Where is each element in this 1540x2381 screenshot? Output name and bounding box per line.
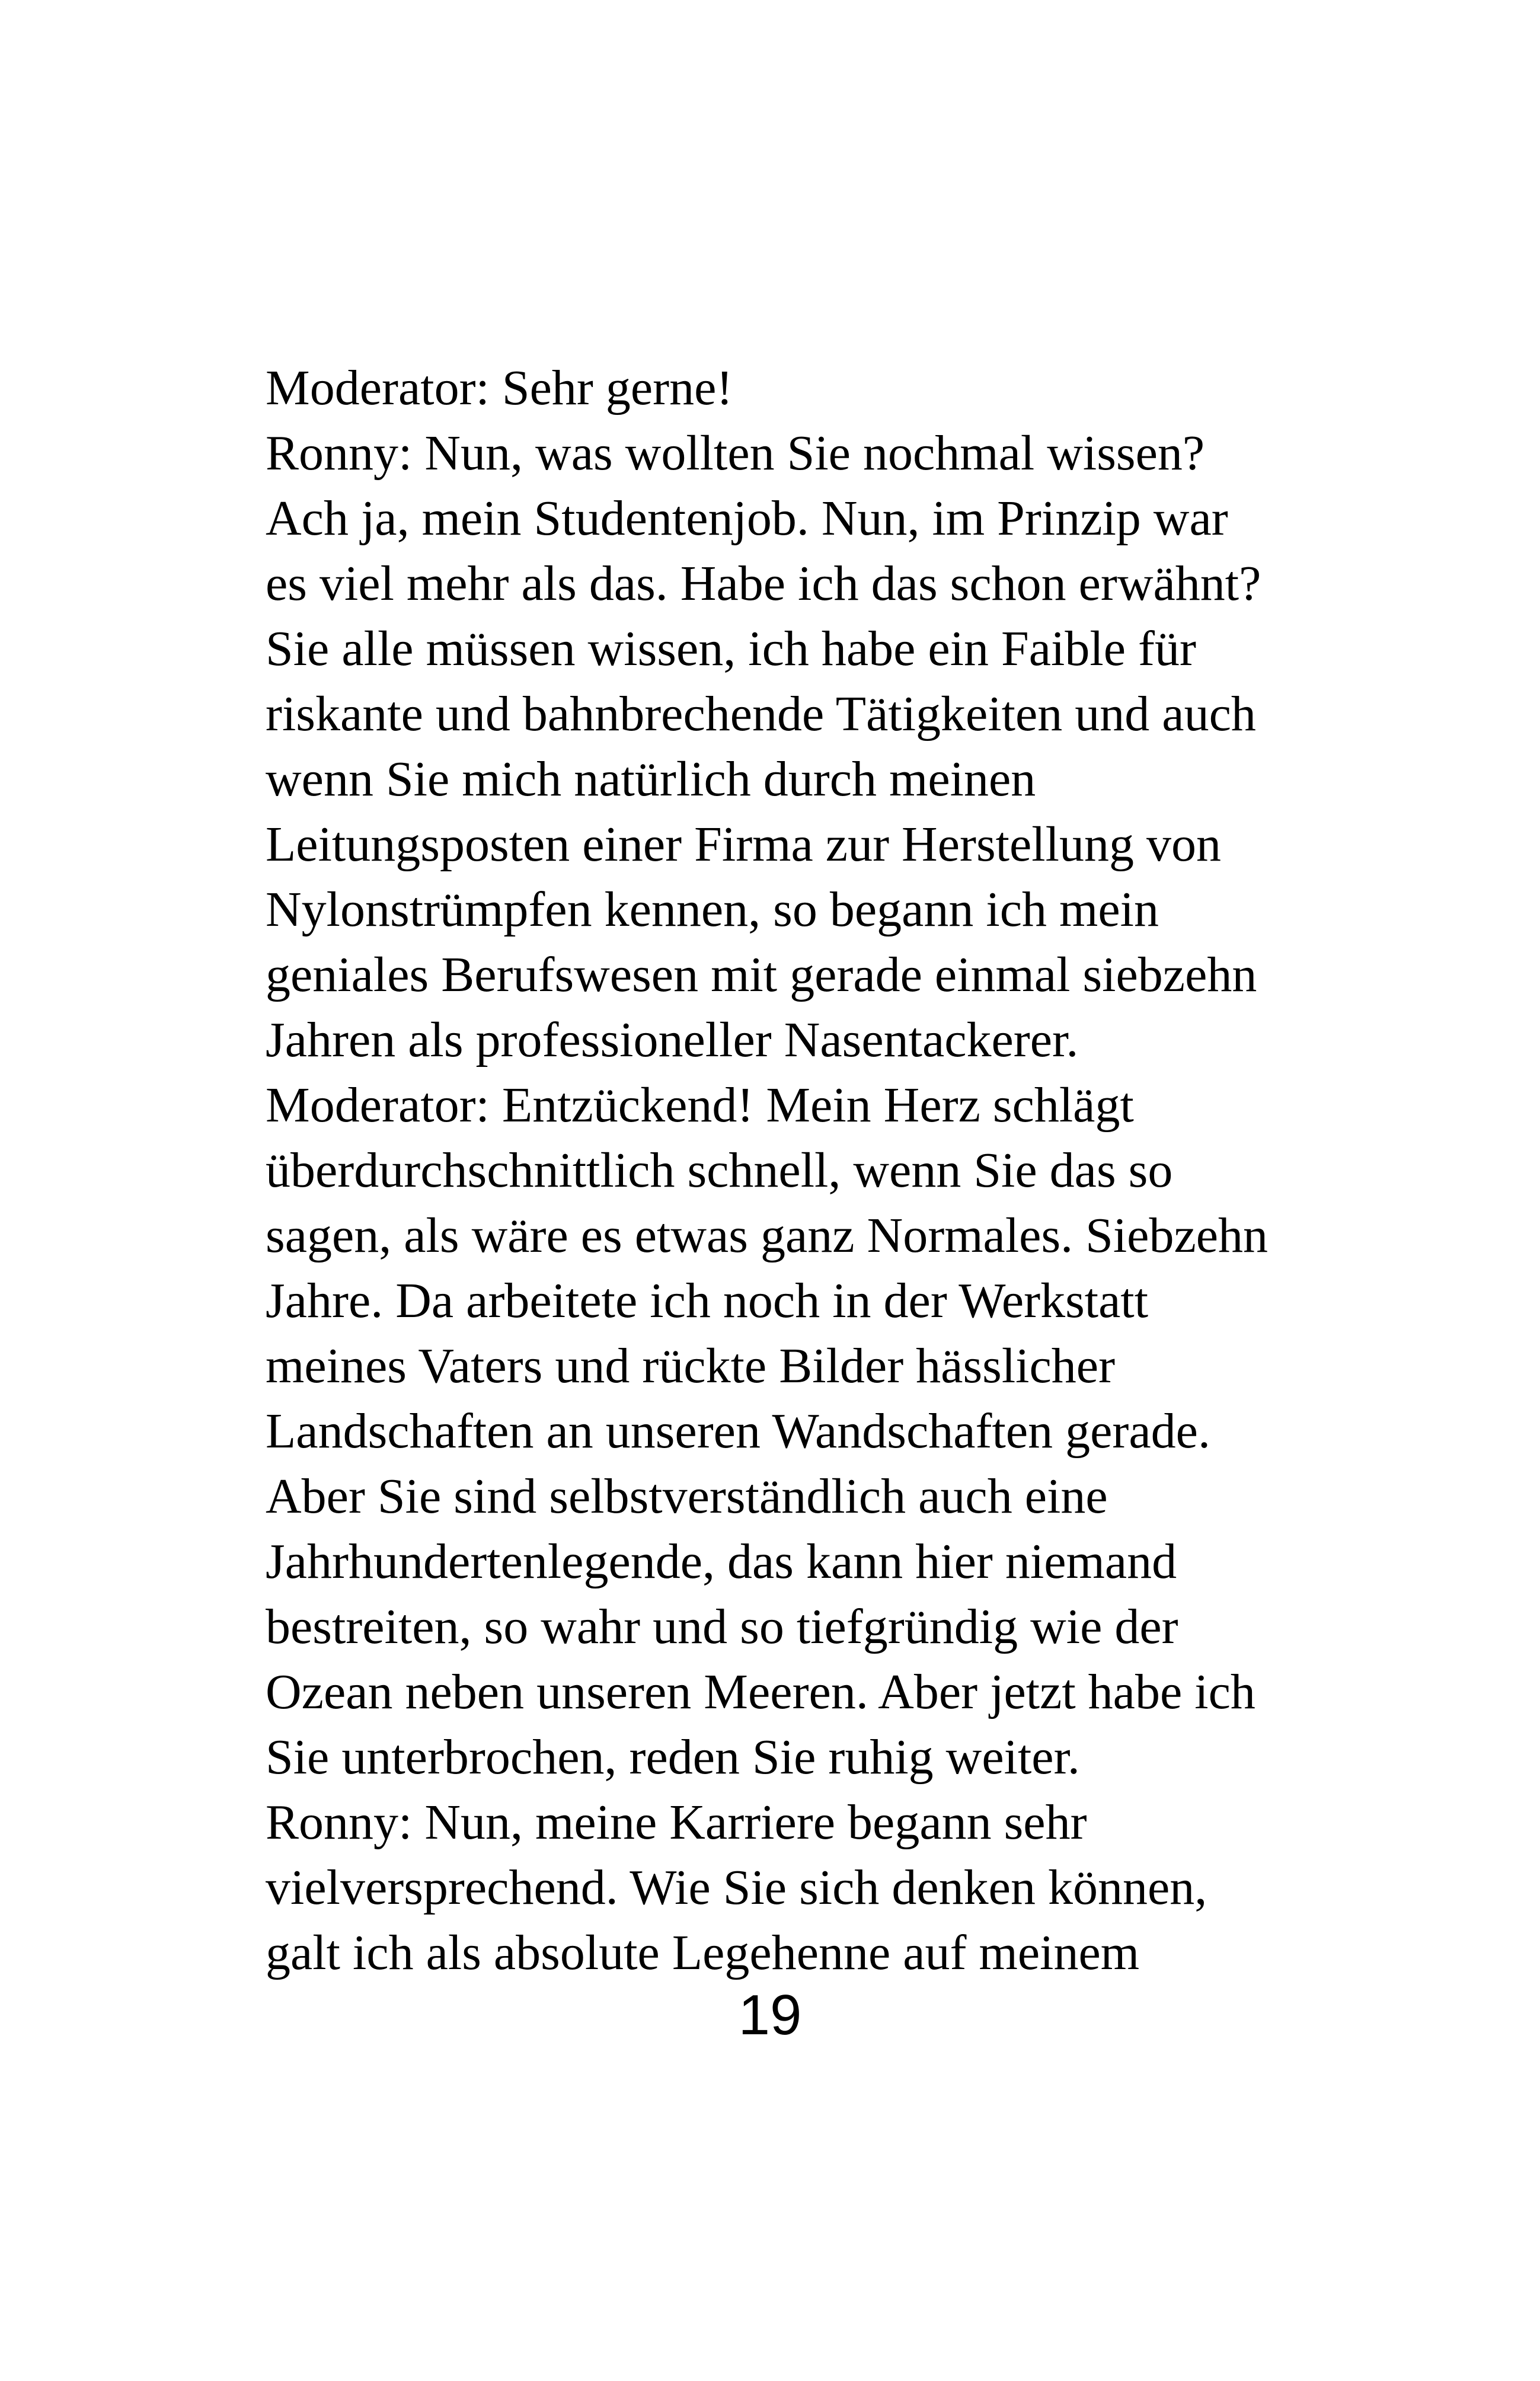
text-line: Sie unterbrochen, reden Sie ruhig weiter. — [266, 1730, 1080, 1785]
text-line: vielversprechend. Wie Sie sich denken können, — [266, 1860, 1207, 1915]
text-line: Nylonstrümpfen kennen, so begann ich mein — [266, 882, 1159, 937]
page-number: 19 — [738, 1983, 802, 2047]
text-line: Leitungsposten einer Firma zur Herstellung von — [266, 817, 1221, 872]
text-line: Ronny: Nun, was wollten Sie nochmal wissen? — [266, 426, 1205, 481]
text-line: riskante und bahnbrechende Tätigkeiten und auch — [266, 686, 1256, 742]
text-line: Jahre. Da arbeitete ich noch in der Werkstatt — [266, 1273, 1149, 1328]
text-line: meines Vaters und rückte Bilder hässlicher — [266, 1338, 1116, 1394]
text-line: sagen, als wäre es etwas ganz Normales. Siebzehn — [266, 1208, 1269, 1263]
text-line: Moderator: Entzückend! Mein Herz schlägt — [266, 1078, 1134, 1133]
text-line: bestreiten, so wahr und so tiefgründig wie der — [266, 1599, 1178, 1654]
text-line: überdurchschnittlich schnell, wenn Sie das so — [266, 1143, 1173, 1198]
text-line: Aber Sie sind selbstverständlich auch eine — [266, 1469, 1108, 1524]
text-line: Sie alle müssen wissen, ich habe ein Faible für — [266, 621, 1196, 676]
text-line: Jahrhundertenlegende, das kann hier niemand — [266, 1534, 1177, 1589]
text-line: Ronny: Nun, meine Karriere begann sehr — [266, 1795, 1087, 1850]
text-line: es viel mehr als das. Habe ich das schon erwähnt? — [266, 556, 1261, 611]
body-text — [266, 356, 1285, 1986]
text-line: wenn Sie mich natürlich durch meinen — [266, 752, 1036, 807]
text-line: Ach ja, mein Studentenjob. Nun, im Prinzip war — [266, 491, 1228, 546]
text-line: geniales Berufswesen mit gerade einmal siebzehn — [266, 947, 1257, 1002]
text-line: galt ich als absolute Legehenne auf meinem — [266, 1925, 1140, 1980]
text-line: Moderator: Sehr gerne! — [266, 360, 733, 416]
text-line: Landschaften an unseren Wandschaften gerade. — [266, 1404, 1210, 1459]
text-line: Jahren als professioneller Nasentackerer. — [266, 1012, 1079, 1068]
text-line: Ozean neben unseren Meeren. Aber jetzt habe ich — [266, 1664, 1255, 1720]
